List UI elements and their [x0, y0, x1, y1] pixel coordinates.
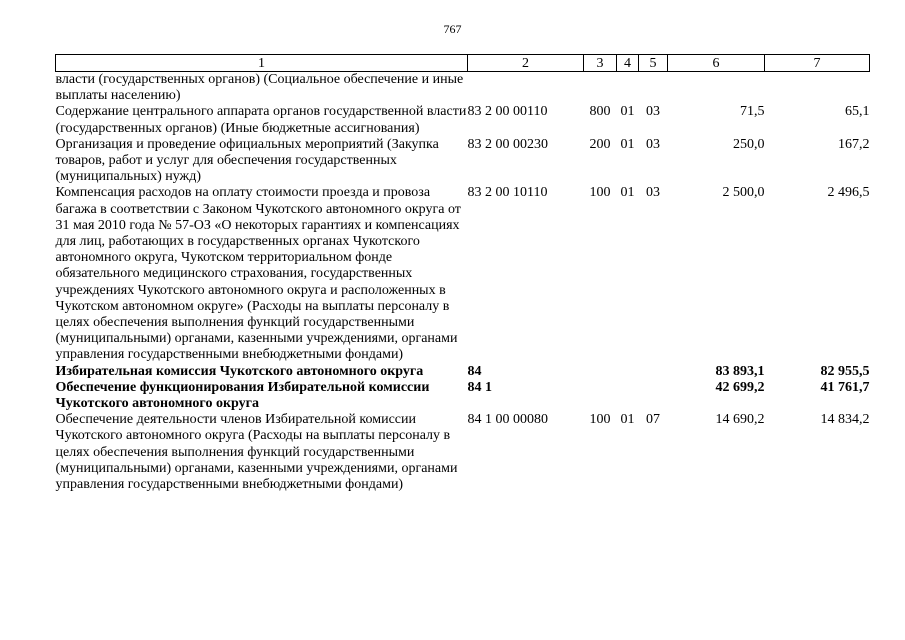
table-row	[56, 185, 870, 363]
budget-table	[55, 54, 870, 493]
row-col6: 42 699,2	[715, 379, 765, 395]
column-header: 5	[639, 55, 668, 72]
row-name: Обеспечение функционирования Избирательной комиссии Чукотского автономного округа	[55, 379, 430, 412]
row-col3: 100	[589, 412, 611, 428]
row-col3	[584, 72, 617, 105]
row-col5: 07	[646, 412, 660, 428]
row-code	[468, 72, 584, 105]
row-col7: 2 496,5	[827, 185, 870, 201]
column-header: 6	[668, 55, 765, 72]
row-col5	[639, 72, 668, 105]
row-col6: 14 690,2	[715, 412, 765, 428]
table-row	[56, 380, 870, 412]
table-row	[56, 137, 870, 186]
row-col7: 65,1	[845, 104, 870, 120]
column-header: 7	[765, 55, 870, 72]
row-col3: 100	[589, 185, 611, 201]
row-col7: 14 834,2	[820, 412, 870, 428]
row-code: 83 2 00 10110	[467, 185, 548, 201]
row-col4	[617, 380, 639, 412]
row-name: Компенсация расходов на оплату стоимости проезда и провоза багажа в соответствии с Законом Чукотского автономного округа от 31 мая 2010 года № 57-ОЗ «О некоторых гарантиях и компенсациях для лиц, работающих в государственных органах Чукотского автономного округа, Чукотском территориальном фонде обязательного медицинского страхования, государственных учреждениях Чукотского автономного округа и расположенных в Чукотском автономном округе» (Расходы на выплаты персоналу в целях обеспечения выполнения функций государственными (муниципальными) органами, казенными учреждениями, органами управления государственными внебюджетными фондами)	[55, 185, 461, 363]
row-code: 83 2 00 00230	[467, 136, 548, 152]
row-col7: 82 955,5	[820, 363, 870, 379]
page-number: 767	[443, 22, 462, 36]
row-col4: 01	[620, 185, 635, 201]
row-col6: 83 893,1	[715, 363, 765, 379]
row-code: 83 2 00 00110	[467, 104, 548, 120]
row-col3	[584, 364, 617, 380]
column-header: 2	[468, 55, 584, 72]
row-col4: 01	[620, 104, 635, 120]
row-col5: 03	[646, 136, 660, 152]
row-col6: 2 500,0	[722, 185, 765, 201]
row-col5: 03	[646, 185, 660, 201]
row-col7: 167,2	[838, 136, 870, 152]
row-name: Содержание центрального аппарата органов государственной власти (государственных органов) (Иные бюджетные ассигнования)	[55, 104, 467, 136]
row-name: Организация и проведение официальных мероприятий (Закупка товаров, работ и услуг для обеспечения государственных (муниципальных) нужд)	[55, 136, 439, 185]
row-col6: 250,0	[733, 136, 765, 152]
row-col4	[617, 364, 639, 380]
table-row	[56, 364, 870, 380]
row-col4: 01	[620, 412, 635, 428]
row-col7: 41 761,7	[820, 379, 870, 395]
row-code: 84 1	[467, 379, 492, 395]
row-col4: 01	[620, 136, 635, 152]
row-name: Избирательная комиссия Чукотского автономного округа	[55, 363, 424, 379]
row-col3	[584, 380, 617, 412]
row-col3: 800	[589, 104, 611, 120]
row-col7	[765, 72, 870, 105]
table-row	[56, 104, 870, 136]
table-row	[56, 412, 870, 493]
column-header: 3	[584, 55, 617, 72]
row-col4	[617, 72, 639, 105]
column-header: 1	[56, 55, 468, 72]
row-name: Обеспечение деятельности членов Избирательной комиссии Чукотского автономного округа (Расходы на выплаты персоналу в целях обеспечения выполнения функций государственными (муниципальными) органами, казенными учреждениями, органами управления государственными внебюджетными фондами)	[55, 412, 458, 493]
row-name: власти (государственных органов) (Социальное обеспечение и иные выплаты населению)	[55, 72, 464, 104]
row-col5	[639, 364, 668, 380]
row-col5	[639, 380, 668, 412]
table-row	[56, 72, 870, 105]
row-code: 84 1 00 00080	[467, 412, 548, 428]
row-col3: 200	[589, 136, 611, 152]
row-col6	[668, 72, 765, 105]
row-col6: 71,5	[740, 104, 765, 120]
column-header: 4	[617, 55, 639, 72]
row-code: 84	[467, 363, 482, 379]
row-col5: 03	[646, 104, 660, 120]
table-header-row	[56, 55, 870, 72]
